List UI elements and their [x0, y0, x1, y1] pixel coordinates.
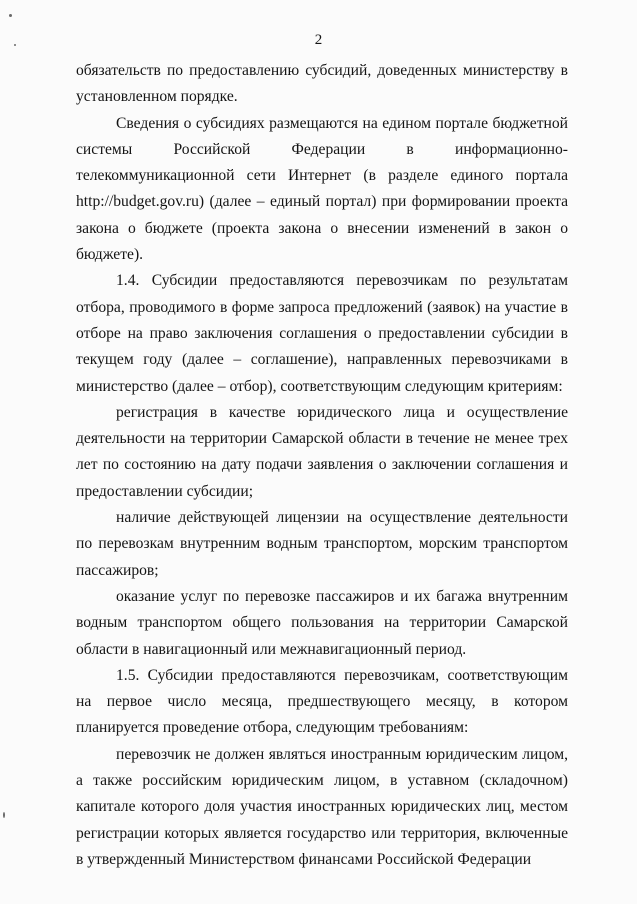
paragraph: обязательств по предоставлению субсидий, доведенных министерству в установленном порядке.	[76, 62, 568, 106]
paragraph: регистрация в качестве юридического лица и осуществление деятельности на территории Самарской области в течение не менее трех лет по состоянию на дату подачи заявления о заключении соглашения и предоставлении субсидии;	[76, 403, 568, 500]
paragraph: оказание услуг по перевозке пассажиров и их багажа внутренним водным транспортом общего пользования на территории Самарской области в навигационный или межнавигационный период.	[76, 587, 568, 658]
paragraph: перевозчик не должен являться иностранным юридическим лицом, а также российским юридическим лицом, в уставном (складочном) капитале которого доля участия иностранных юридических лиц, местом регистрации которых является государство или территория, включенные в утвержденный Министерством финансами Российской Федерации	[76, 745, 568, 868]
scan-speck	[9, 14, 12, 17]
paragraph: 1.5. Субсидии предоставляются перевозчикам, соответствующим на первое число месяца, предшествующего месяцу, в котором планируется проведение отбора, следующим требованиям:	[76, 666, 568, 737]
paragraph: Сведения о субсидиях размещаются на едином портале бюджетной системы Российской Федерации в информационно-телекоммуникационной сети Интернет (в разделе единого портала http://budget.gov.ru) (далее – единый портал) при формировании проекта закона о бюджете (проекта закона о внесении изменений в закон о бюджете).	[76, 114, 568, 264]
paragraph: 1.4. Субсидии предоставляются перевозчикам по результатам отбора, проводимого в форме запроса предложений (заявок) на участие в отборе на право заключения соглашения о предоставлении субсидии в текущем году (далее – соглашение), направленных перевозчиками в министерство (далее – отбор), соответствующим следующим критериям:	[76, 272, 568, 395]
paragraph: наличие действующей лицензии на осуществление деятельности по перевозкам внутренним водным транспортом, морским транспортом пассажиров;	[76, 509, 568, 579]
page-number: 2	[314, 32, 323, 48]
scan-speck	[3, 812, 5, 818]
document-body	[76, 58, 568, 873]
